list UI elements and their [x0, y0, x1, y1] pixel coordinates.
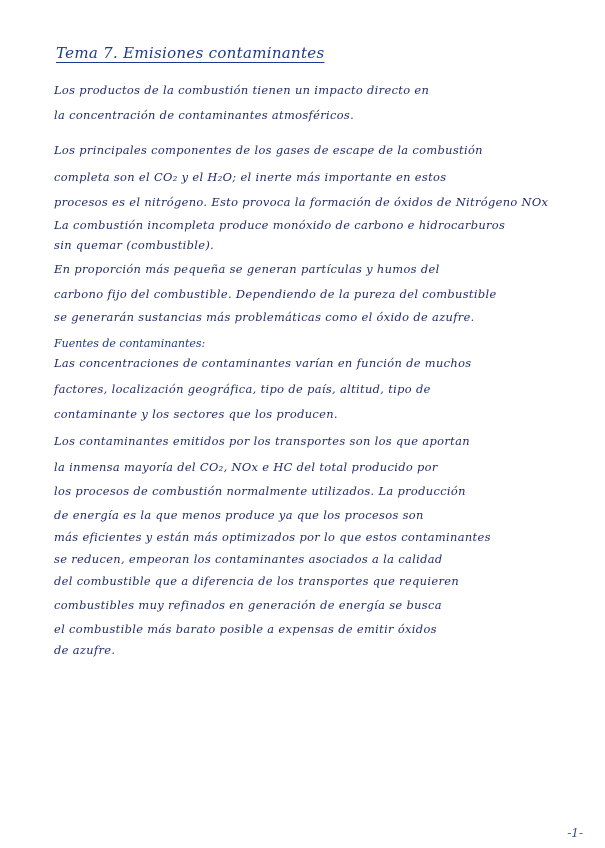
- text-line: Las concentraciones de contaminantes varían en función de muchos: [54, 356, 472, 370]
- text-line: contaminante y los sectores que los producen.: [54, 407, 338, 421]
- text-line: se reducen, empeoran los contaminantes asociados a la calidad: [54, 552, 443, 566]
- text-line: carbono fijo del combustible. Dependiendo de la pureza del combustible: [54, 287, 497, 301]
- text-line: combustibles muy refinados en generación de energía se busca: [54, 598, 442, 612]
- text-line: el combustible más barato posible a expensas de emitir óxidos: [54, 622, 437, 636]
- text-line: completa son el CO₂ y el H₂O; el inerte más importante en estos: [54, 170, 447, 184]
- text-line: de energía es la que menos produce ya que los procesos son: [54, 508, 424, 522]
- text-line: se generarán sustancias más problemáticas como el óxido de azufre.: [54, 310, 475, 324]
- text-line: más eficientes y están más optimizados por lo que estos contaminantes: [54, 530, 491, 544]
- text-line: de azufre.: [54, 643, 116, 657]
- text-line: la concentración de contaminantes atmosféricos.: [54, 108, 355, 122]
- text-line: los procesos de combustión normalmente utilizados. La producción: [54, 484, 466, 498]
- text-line: procesos es el nitrógeno. Esto provoca la formación de óxidos de Nitrógeno NOx: [54, 195, 549, 209]
- text-line: En proporción más pequeña se generan partículas y humos del: [54, 262, 440, 276]
- text-line: la inmensa mayoría del CO₂, NOx e HC del total producido por: [54, 460, 438, 474]
- text-line: sin quemar (combustible).: [54, 238, 215, 252]
- text-line: del combustible que a diferencia de los transportes que requieren: [54, 574, 460, 588]
- page-number: -1-: [567, 826, 583, 840]
- text-line: Los contaminantes emitidos por los transportes son los que aportan: [54, 434, 470, 448]
- page-title: Tema 7. Emisiones contaminantes: [56, 44, 325, 62]
- text-line: Los productos de la combustión tienen un impacto directo en: [54, 83, 430, 97]
- text-line: La combustión incompleta produce monóxido de carbono e hidrocarburos: [54, 218, 506, 232]
- text-line: Los principales componentes de los gases de escape de la combustión: [54, 143, 483, 157]
- section-heading: Fuentes de contaminantes:: [54, 337, 206, 350]
- text-line: factores, localización geográfica, tipo de país, altitud, tipo de: [54, 382, 431, 396]
